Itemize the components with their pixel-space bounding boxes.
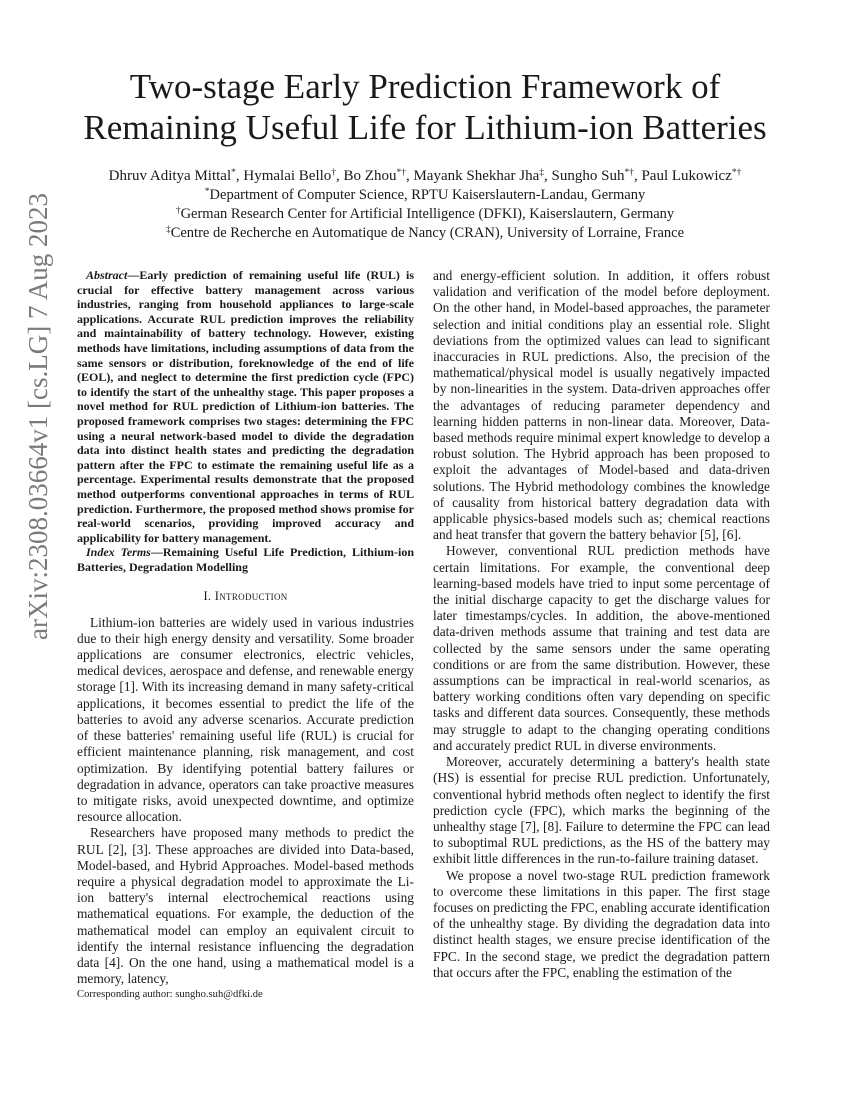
body-paragraph: We propose a novel two-stage RUL prediction framework to overcome these limitations in this paper. The first stage focuses on predicting the FPC, enabling accurate identification of the unhealthy stage. By dividing the degradation data into distinct health stages, we ensure precise identification of the FPC. In the second stage, we predict the degradation pattern that occurs after the FPC, enabling the estimation of the [433, 867, 770, 980]
index-terms [77, 545, 414, 574]
section-heading: I. Introduction [203, 589, 288, 604]
title-line-2: Remaining Useful Life for Lithium-ion Batteries [83, 108, 767, 147]
abstract-text: —Early prediction of remaining useful life (RUL) is crucial for effective battery management across various industries, ranging from household appliances to large-scale applications. Accurate RUL prediction improves the reliability and maintainability of battery technology. However, existing methods have limitations, including assumptions of data from the same sensors or distribution, foreknowledge of the end of life (EOL), and neglect to determine the first prediction cycle (FPC) to identify the start of the unhealthy stage. This paper proposes a novel method for RUL prediction of Lithium-ion batteries. The proposed framework comprises two stages: determining the FPC using a neural network-based model to divide the degradation data into distinct health states and predicting the degradation pattern after the FPC to estimate the remaining useful life as a percentage. Experimental results demonstrate that the proposed method outperforms conventional approaches in terms of RUL prediction. Furthermore, the proposed method shows promise for real-world scenarios, providing improved accuracy and applicability for battery management. [77, 268, 414, 545]
abstract [77, 268, 414, 545]
index-terms-text: —Remaining Useful Life Prediction, Lithium-ion Batteries, Degradation Modelling [77, 545, 414, 574]
body-paragraph: Researchers have proposed many methods to predict the RUL [2], [3]. These approaches are divided into Data-based, Model-based, and Hybrid Approaches. Model-based methods require a physical degradation model to approximate the Li-ion battery's internal electrochemical reactions using mathematical equations. For example, the deduction of the mathematical model can employ an equivalent circuit to identify the internal resistance influencing the degradation data [4]. On the one hand, using a mathematical model is a memory, latency, [77, 825, 414, 987]
title-line-1: Two-stage Early Prediction Framework of [129, 67, 721, 106]
body-paragraph: However, conventional RUL prediction methods have certain limitations. For example, the conventional deep learning-based models have tried to input some percentage of the initial discharge capacity to get the discharge values for later timestamps/cycles. In addition, the above-mentioned data-driven methods assume that training and test data are collected by the same sensors under the same operating conditions or are from the same distribution. However, these assumptions can be impractical in real-world scenarios, as battery working conditions often vary depending on specific tasks and different data sources. Consequently, these methods may struggle to adapt to the changing operating conditions and accurately predict RUL in diverse environments. [433, 543, 770, 753]
corresponding-author-footnote: Corresponding author: sungho.suh@dfki.de [77, 989, 263, 1000]
arxiv-identifier: arXiv:2308.03664v1 [cs.LG] 7 Aug 2023 [23, 193, 53, 640]
author: Bo Zhou*†, [343, 168, 414, 184]
paper-title [60, 66, 790, 148]
affiliation-list [40, 186, 810, 243]
affiliation: †German Research Center for Artificial Intelligence (DFKI), Kaiserslautern, Germany [175, 206, 675, 222]
index-terms-label: Index Terms [86, 545, 151, 560]
body-paragraph: Lithium-ion batteries are widely used in various industries due to their high energy density and versatility. Some broader applications are consumer electronics, electric vehicles, medical devices, aerospace and defense, and renewable energy storage [1]. With its increasing demand in many safety-critical applications, it becomes essential to predict the life of the batteries to avoid any adverse scenarios. Accurate prediction of these batteries' remaining useful life (RUL) is crucial for efficient maintenance planning, risk management, and cost optimization. By identifying potential battery failures or degradation in advance, operators can take proactive measures to mitigate risks, avoid unexpected downtime, and optimize resource allocation. [77, 614, 414, 825]
affiliation: ‡Centre de Recherche en Automatique de Nancy (CRAN), University of Lorraine, France [165, 225, 685, 241]
author: Hymalai Bello†, [243, 168, 344, 184]
right-column [433, 268, 770, 981]
body-paragraph: and energy-efficient solution. In addition, it offers robust validation and verification of the model before deployment. On the other hand, in Model-based approaches, the parameter selection and initial conditions play an essential role. Slight deviations from the optimized values can lead to significant inaccuracies in RUL predictions. Also, the precision of the mathematical/physical model is usually negatively impacted by non-linearities in the system. Data-driven approaches offer the advantages of reducing parameter dependency and learning hidden patterns in non-linear data. Moreover, Data-based methods require minimal expert knowledge to develop a robust solution. The Hybrid approach has been proposed to exploit the advantages of Model-based and data-driven solutions. The Hybrid methodology combines the knowledge of causality from historical battery degradation data with applicable physics-based models such as; chemical reactions and heat transfer that govern the battery behavior [5], [6]. [433, 268, 770, 543]
abstract-label: Abstract [86, 268, 128, 282]
body-paragraph: Moreover, accurately determining a battery's health state (HS) is essential for precise RUL prediction. Unfortunately, conventional hybrid methods often neglect to identify the first prediction cycle (FPC), which marks the beginning of the unhealthy stage [7], [8]. Failure to determine the FPC can lead to suboptimal RUL predictions, as the HS of the battery may exhibit little differences in the run-to-failure training dataset. [433, 754, 770, 867]
author: Paul Lukowicz*† [641, 168, 742, 184]
author: Sungho Suh*†, [551, 168, 642, 184]
left-column [77, 268, 414, 987]
affiliation: *Department of Computer Science, RPTU Kaiserslautern-Landau, Germany [204, 187, 646, 203]
author-list [40, 167, 810, 186]
author: Dhruv Aditya Mittal*, [108, 168, 244, 184]
author: Mayank Shekhar Jha‡, [413, 168, 552, 184]
